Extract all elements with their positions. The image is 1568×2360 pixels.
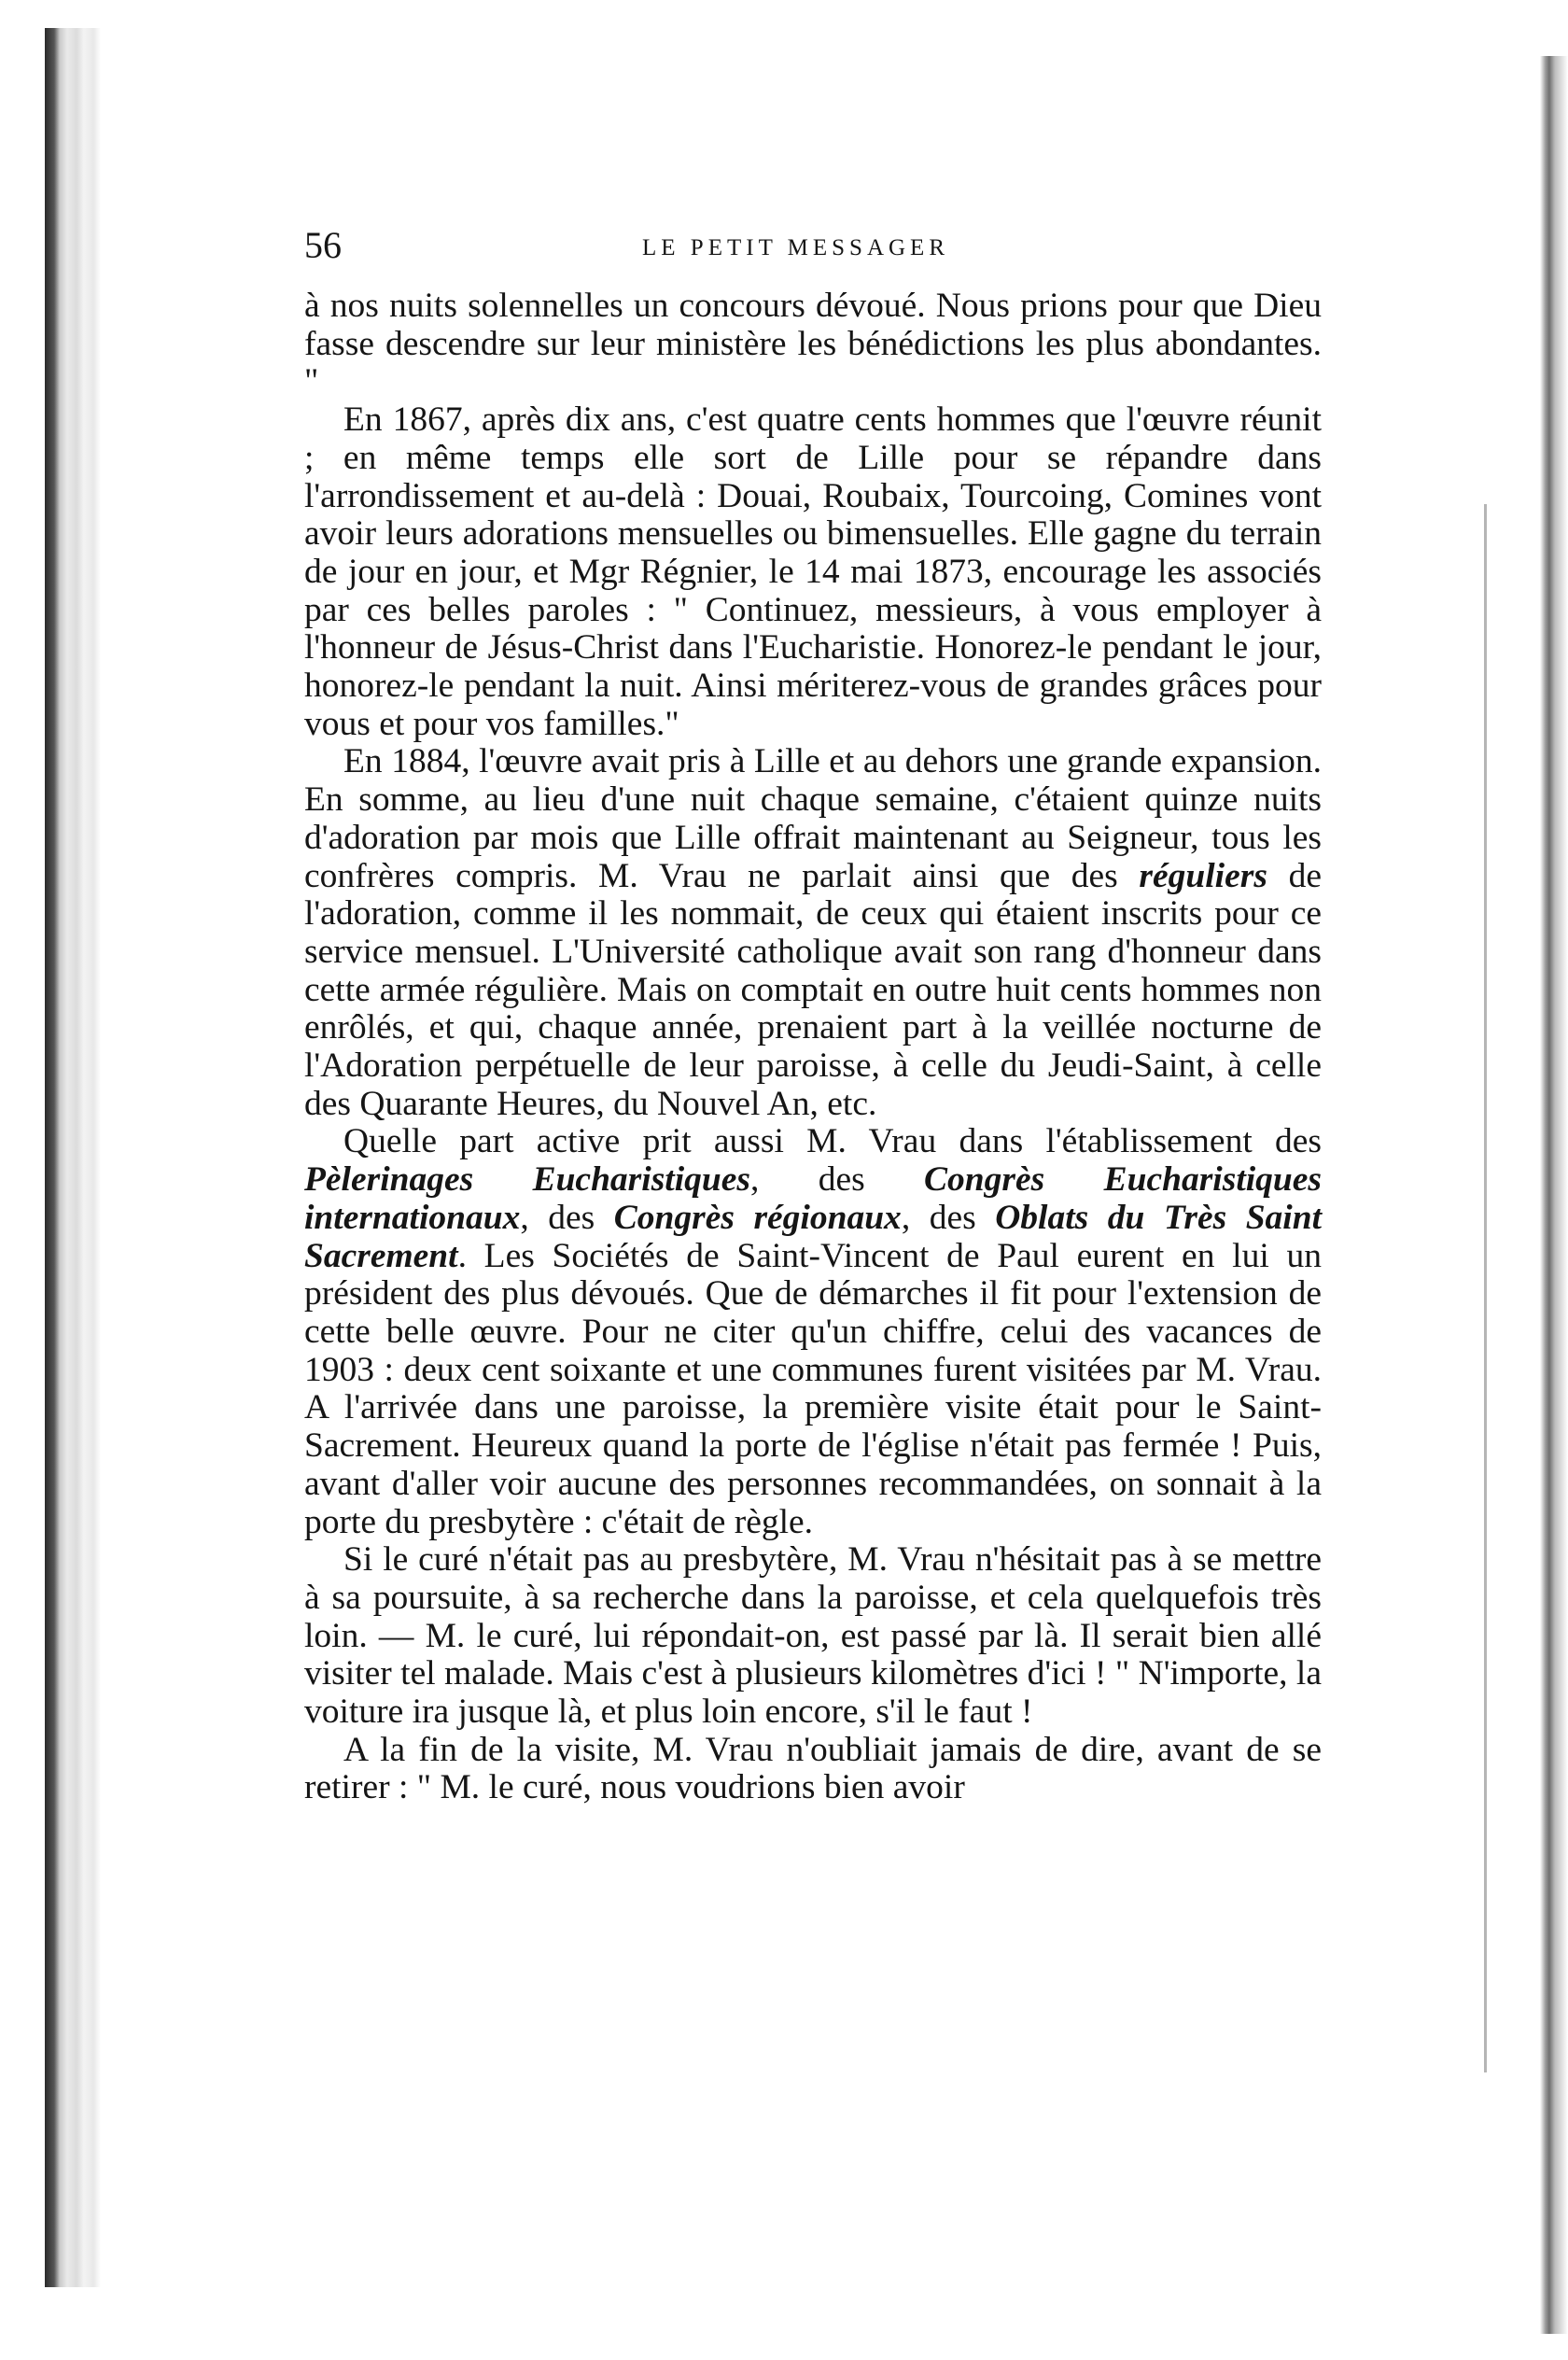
italic-text: Pèlerinages Eucharistiques <box>304 1160 750 1200</box>
italic-text: réguliers <box>1139 856 1267 895</box>
text-run: de l'adoration, comme il les nommait, de ceux qui étaient inscrits pour ce service mensuel. L'Université catholique avait son rang d'honneur dans cette armée régulière. Mais on comptait en outre huit cents hommes non enrôlés, et qui, chaque année, prenaient part à la veillée nocturne de l'Adoration perpétuelle de leur paroisse, à celle du Jeudi-Saint, à celle des Quarante Heures, du Nouvel An, etc. <box>304 856 1322 1123</box>
text-run: Si le curé n'était pas au presbytère, M. Vrau n'hésitait pas à se mettre à sa poursuite, à sa recherche dans la paroisse, et cela quelquefois très loin. — M. le curé, lui répondait-on, est passé par là. Il serait bien allé visiter tel malade. Mais c'est à plusieurs kilomètres d'ici ! " N'importe, la voiture ira jusque là, et plus loin encore, s'il le faut ! <box>304 1540 1322 1732</box>
paragraph <box>304 401 1322 743</box>
page-binding-edge <box>45 28 101 2287</box>
paragraph <box>304 288 1322 401</box>
paragraph <box>304 1123 1322 1541</box>
text-run: A la fin de la visite, M. Vrau n'oubliait jamais de dire, avant de se retirer : " M. le curé, nous voudrions bien avoir <box>304 1730 1322 1807</box>
body-text <box>304 288 1322 1807</box>
italic-text: Congrès Eucharistiques internationaux <box>304 1160 1322 1237</box>
text-run: à nos nuits solennelles un concours dévoué. Nous prions pour que Dieu fasse descendre sur leur ministère les bénédictions les plus abondantes. " <box>304 287 1322 401</box>
italic-text: Congrès régionaux <box>613 1198 902 1237</box>
text-run: En 1884, l'œuvre avait pris à Lille et au dehors une grande expansion. En somme, au lieu d'une nuit chaque semaine, c'étaient quinze nuits d'adoration par mois que Lille offrait maintenant au Seigneur, tous les confrères compris. M. Vrau ne parlait ainsi que des <box>304 742 1322 895</box>
text-run: Quelle part active prit aussi M. Vrau dans l'établissement des <box>343 1122 1322 1161</box>
paragraph <box>304 743 1322 1123</box>
page-number: 56 <box>304 224 342 266</box>
page-right-fold-line <box>1484 504 1487 2072</box>
text-run: , des <box>520 1198 614 1237</box>
text-run: , des <box>901 1198 996 1237</box>
text-run: , des <box>749 1160 925 1200</box>
paragraph <box>304 1732 1322 1807</box>
paragraph <box>304 1541 1322 1732</box>
text-run: En 1867, après dix ans, c'est quatre cents hommes que l'œuvre réunit ; en même temps elle sort de Lille pour se répandre dans l'arrondissement et au-delà : Douai, Roubaix, Tourcoing, Comines vont avoir leurs adorations mensuelles ou bimensuelles. Elle gagne du terrain de jour en jour, et Mgr Régnier, le 14 mai 1873, encourage les associés par ces belles paroles : " Continuez, messieurs, à vous employer à l'honneur de Jésus-Christ dans l'Eucharistie. Honorez-le pendant le jour, honorez-le pendant la nuit. Ainsi mériterez-vous de grandes grâces pour vous et pour vos familles." <box>304 400 1322 743</box>
running-title: LE PETIT MESSAGER <box>642 235 949 260</box>
running-header <box>297 222 1323 269</box>
page-right-edge <box>1540 56 1568 2334</box>
text-run: . Les Sociétés de Saint-Vincent de Paul eurent en lui un président des plus dévoués. Que de démarches il fit pour l'extension de cette belle œuvre. Pour ne citer qu'un chiffre, celui des vacances de 1903 : deux cent soixante et une communes furent visitées par M. Vrau. A l'arrivée dans une paroisse, la première visite était pour le Saint-Sacrement. Heureux quand la porte de l'église n'était pas fermée ! Puis, avant d'aller voir aucune des personnes recommandées, on sonnait à la porte du presbytère : c'était de règle. <box>304 1236 1322 1541</box>
italic-text: Oblats du Très Saint Sacrement <box>304 1198 1322 1275</box>
